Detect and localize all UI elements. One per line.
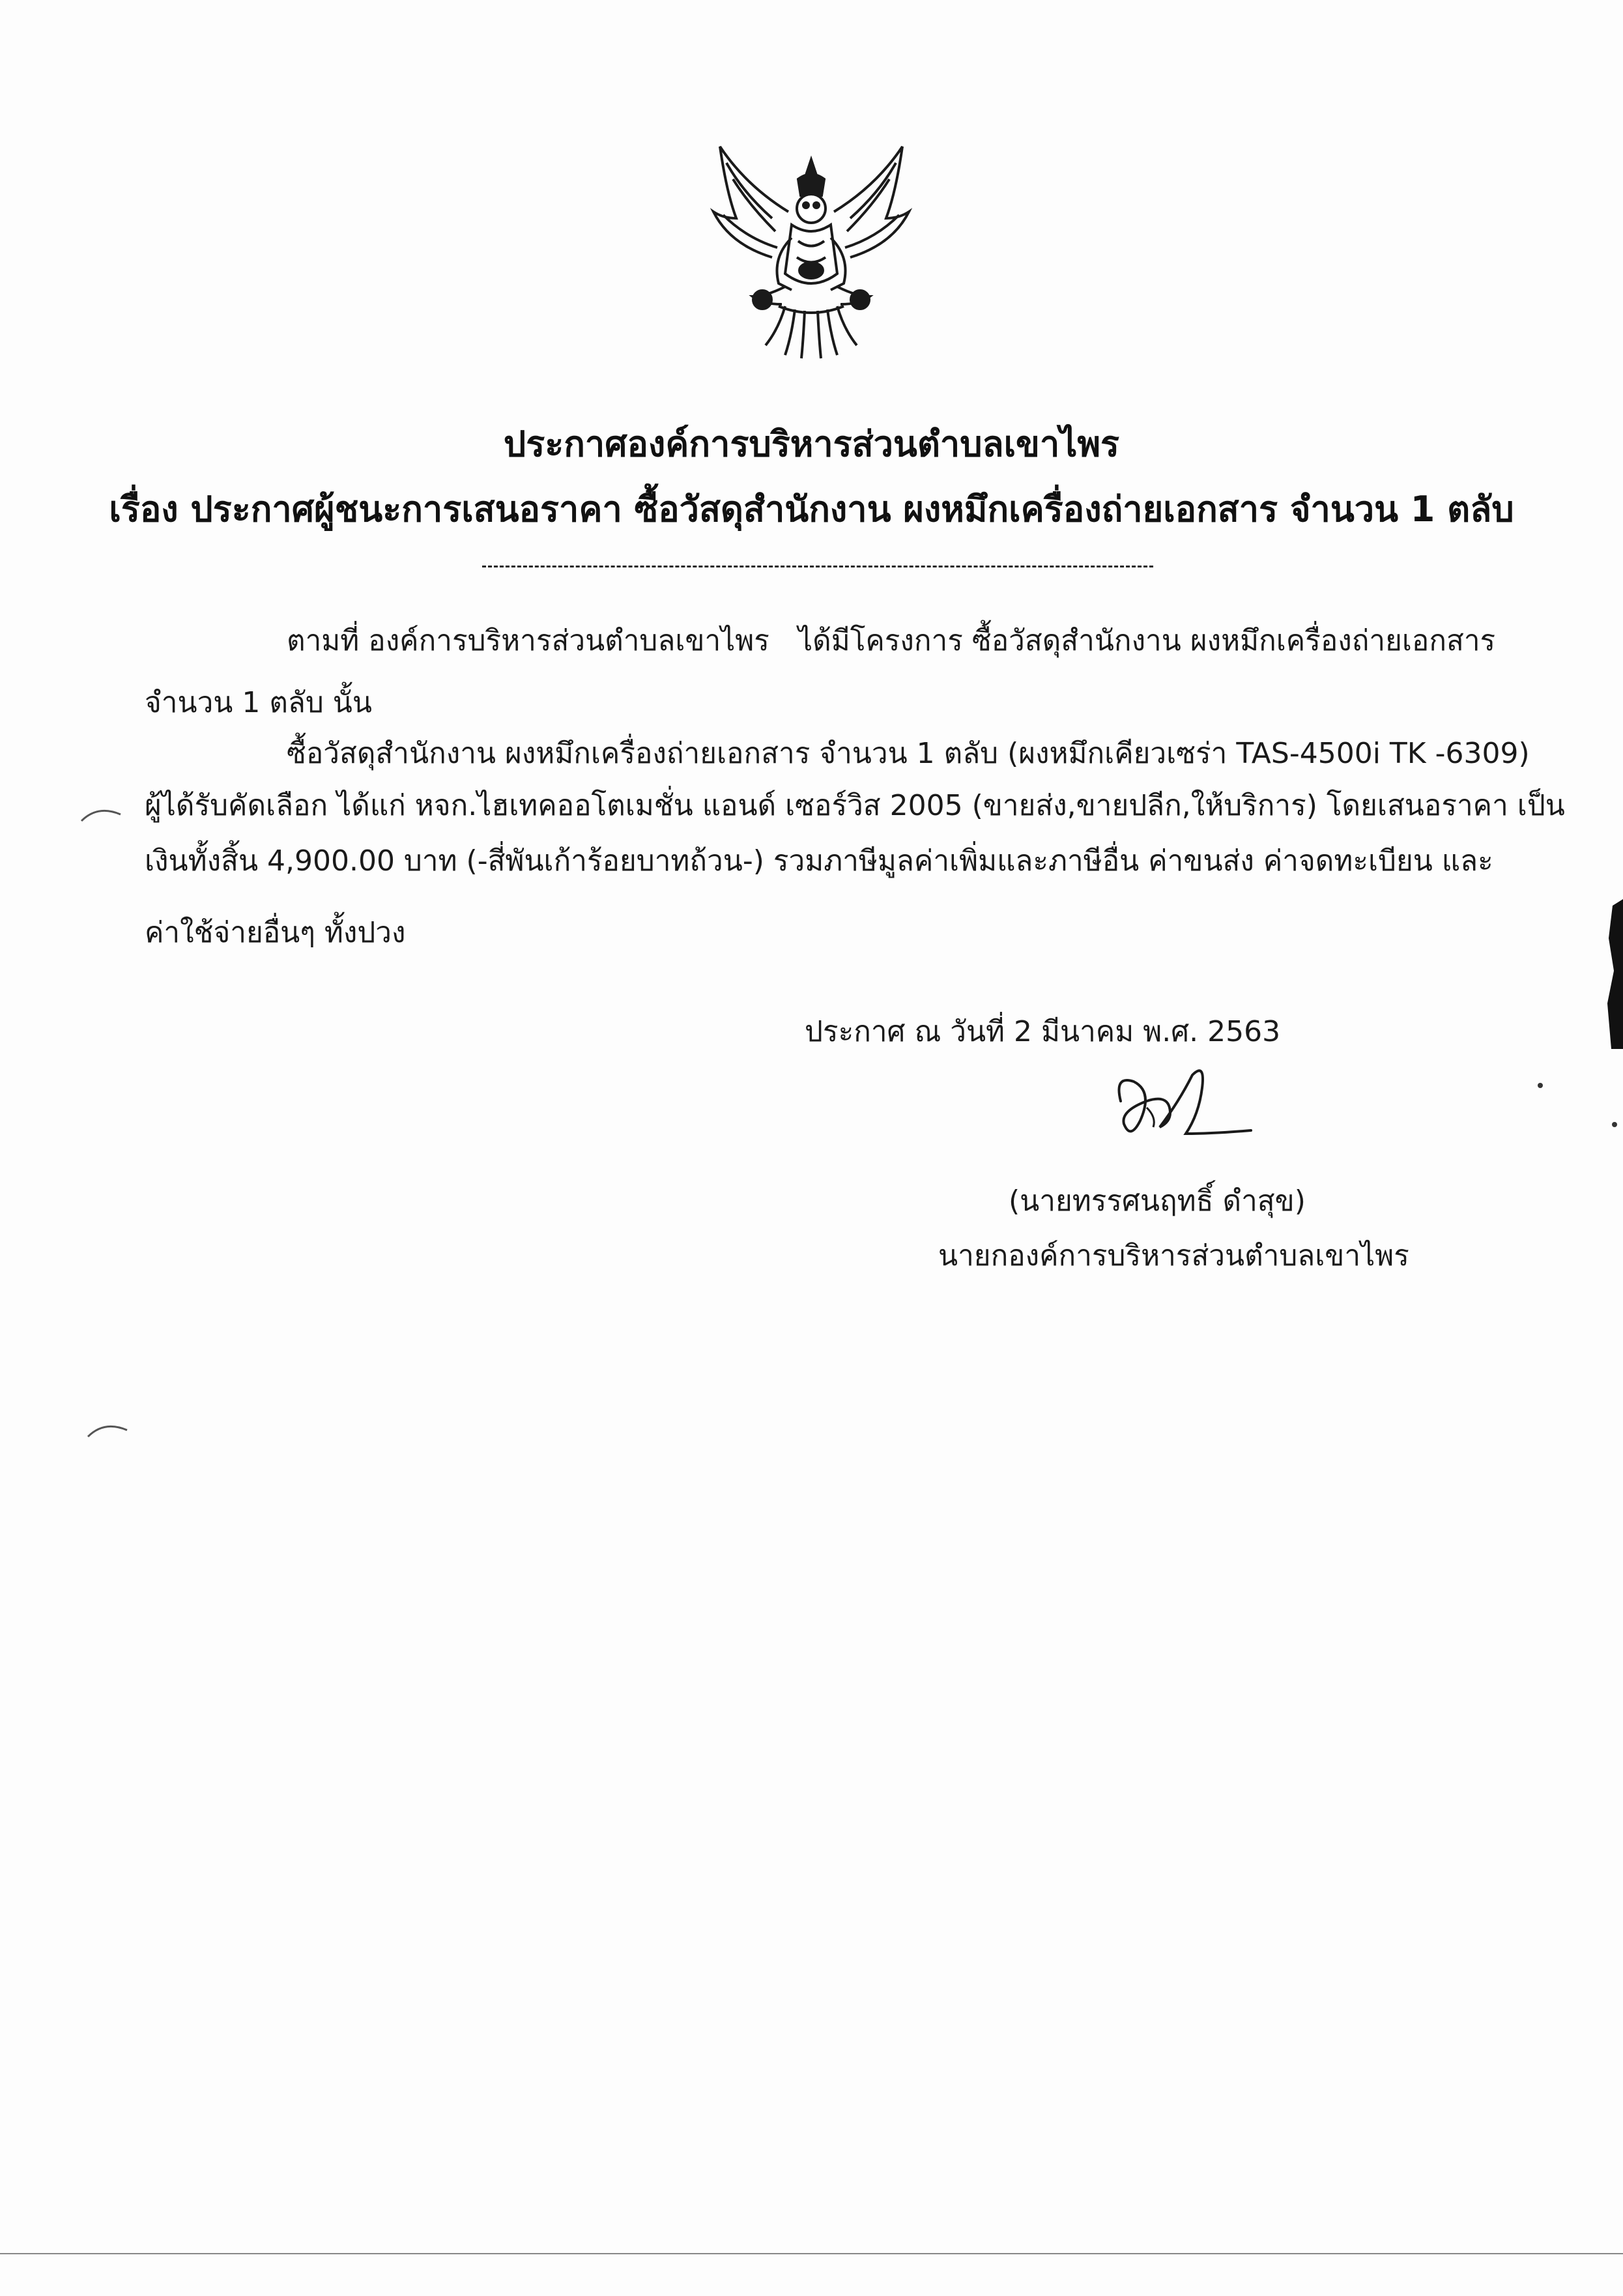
title-divider bbox=[482, 566, 1153, 567]
paragraph-2-line-4: ค่าใช้จ่ายอื่นๆ ทั้งปวง bbox=[145, 916, 406, 949]
paragraph-2-line-1: ซื้อวัสดุสำนักงาน ผงหมึกเครื่องถ่ายเอกสาร จำนวน 1 ตลับ (ผงหมึกเคียวเซร่า TAS-4500i TK -6309) bbox=[287, 737, 1530, 770]
paragraph-1-line-2: จำนวน 1 ตลับ นั้น bbox=[145, 686, 372, 719]
garuda-emblem-icon bbox=[700, 134, 922, 368]
scan-speck bbox=[1538, 1083, 1543, 1088]
paragraph-2-line-2: ผู้ได้รับคัดเลือก ได้แก่ หจก.ไฮเทคออโตเมชั่น แอนด์ เซอร์วิส 2005 (ขายส่ง,ขายปลีก,ให้บริการ) โดยเสนอราคา เป็น bbox=[145, 789, 1565, 822]
paragraph-1-line-1b: ได้มีโครงการ ซื้อวัสดุสำนักงาน ผงหมึกเครื่องถ่ายเอกสาร bbox=[798, 624, 1496, 657]
hole-punch-mark bbox=[85, 1420, 130, 1440]
scan-speck bbox=[1612, 1122, 1617, 1127]
signature-image bbox=[1108, 1062, 1264, 1166]
scan-edge-shadow bbox=[1606, 899, 1623, 1049]
announcement-subject: เรื่อง ประกาศผู้ชนะการเสนอราคา ซื้อวัสดุสำนักงาน ผงหมึกเครื่องถ่ายเอกสาร จำนวน 1 ตลับ bbox=[109, 489, 1514, 530]
announcement-date: ประกาศ ณ วันที่ 2 มีนาคม พ.ศ. 2563 bbox=[805, 1015, 1281, 1048]
signer-title: นายกองค์การบริหารส่วนตำบลเขาไพร bbox=[938, 1239, 1409, 1272]
paragraph-2-line-3: เงินทั้งสิ้น 4,900.00 บาท (-สี่พันเก้าร้อยบาทถ้วน-) รวมภาษีมูลค่าเพิ่มและภาษีอื่น ค่าขนส่ง ค่าจดทะเบียน และ bbox=[145, 844, 1493, 878]
hole-punch-mark bbox=[78, 805, 124, 824]
paragraph-1-line-1a: ตามที่ องค์การบริหารส่วนตำบลเขาไพร bbox=[287, 624, 769, 657]
announcement-title: ประกาศองค์การบริหารส่วนตำบลเขาไพร bbox=[503, 423, 1120, 465]
signer-name: (นายทรรศนฤทธิ์ ดำสุข) bbox=[1009, 1184, 1306, 1218]
scan-bottom-edge bbox=[0, 2253, 1623, 2254]
